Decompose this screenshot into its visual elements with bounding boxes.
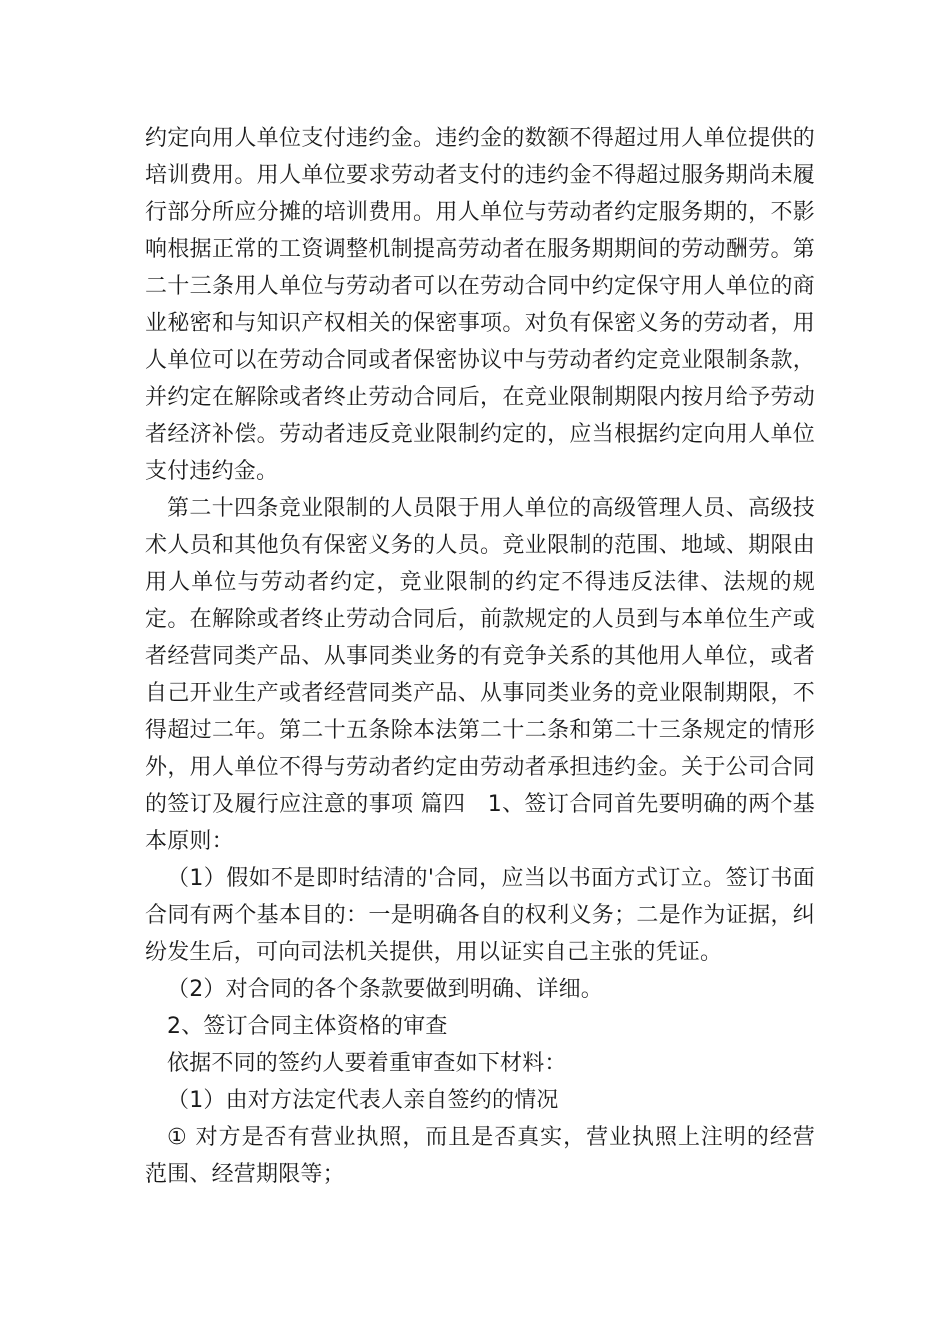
document-body bbox=[145, 120, 815, 1193]
paragraph-3: （1）假如不是即时结清的'合同，应当以书面方式订立。签订书面合同有两个基本目的：一是明确各自的权利义务；二是作为证据，纠纷发生后，可向司法机关提供，用以证实自己主张的凭证。 bbox=[145, 866, 815, 965]
paragraph-2: 第二十四条竞业限制的人员限于用人单位的高级管理人员、高级技术人员和其他负有保密义务的人员。竞业限制的范围、地域、期限由用人单位与劳动者约定，竞业限制的约定不得违反法律、法规的规定。在解除或者终止劳动合同后，前款规定的人员到与本单位生产或者经营同类产品、从事同类业务的有竞争关系的其他用人单位，或者自己开业生产或者经营同类产品、从事同类业务的竞业限制期限，不得超过二年。第二十五条除本法第二十二条和第二十三条规定的情形外，用人单位不得与劳动者约定由劳动者承担违约金。关于公司合同的签订及履行应注意的事项 篇四 1、签订合同首先要明确的两个基本原则： bbox=[145, 496, 815, 854]
paragraph-4: （2）对合同的各个条款要做到明确、详细。 bbox=[167, 977, 603, 1002]
paragraph-7: （1）由对方法定代表人亲自签约的情况 bbox=[167, 1088, 559, 1113]
paragraph-5: 2、签订合同主体资格的审查 bbox=[167, 1014, 448, 1039]
paragraph-6: 依据不同的签约人要着重审查如下材料： bbox=[167, 1051, 567, 1076]
paragraph-8: ① 对方是否有营业执照，而且是否真实，营业执照上注明的经营范围、经营期限等； bbox=[145, 1125, 815, 1187]
paragraph-1: 约定向用人单位支付违约金。违约金的数额不得超过用人单位提供的培训费用。用人单位要求劳动者支付的违约金不得超过服务期尚未履行部分所应分摊的培训费用。用人单位与劳动者约定服务期的，不影响根据正常的工资调整机制提高劳动者在服务期期间的劳动酬劳。第二十三条用人单位与劳动者可以在劳动合同中约定保守用人单位的商业秘密和与知识产权相关的保密事项。对负有保密义务的劳动者，用人单位可以在劳动合同或者保密协议中与劳动者约定竞业限制条款，并约定在解除或者终止劳动合同后，在竞业限制期限内按月给予劳动者经济补偿。劳动者违反竞业限制约定的，应当根据约定向用人单位支付违约金。 bbox=[145, 126, 815, 484]
